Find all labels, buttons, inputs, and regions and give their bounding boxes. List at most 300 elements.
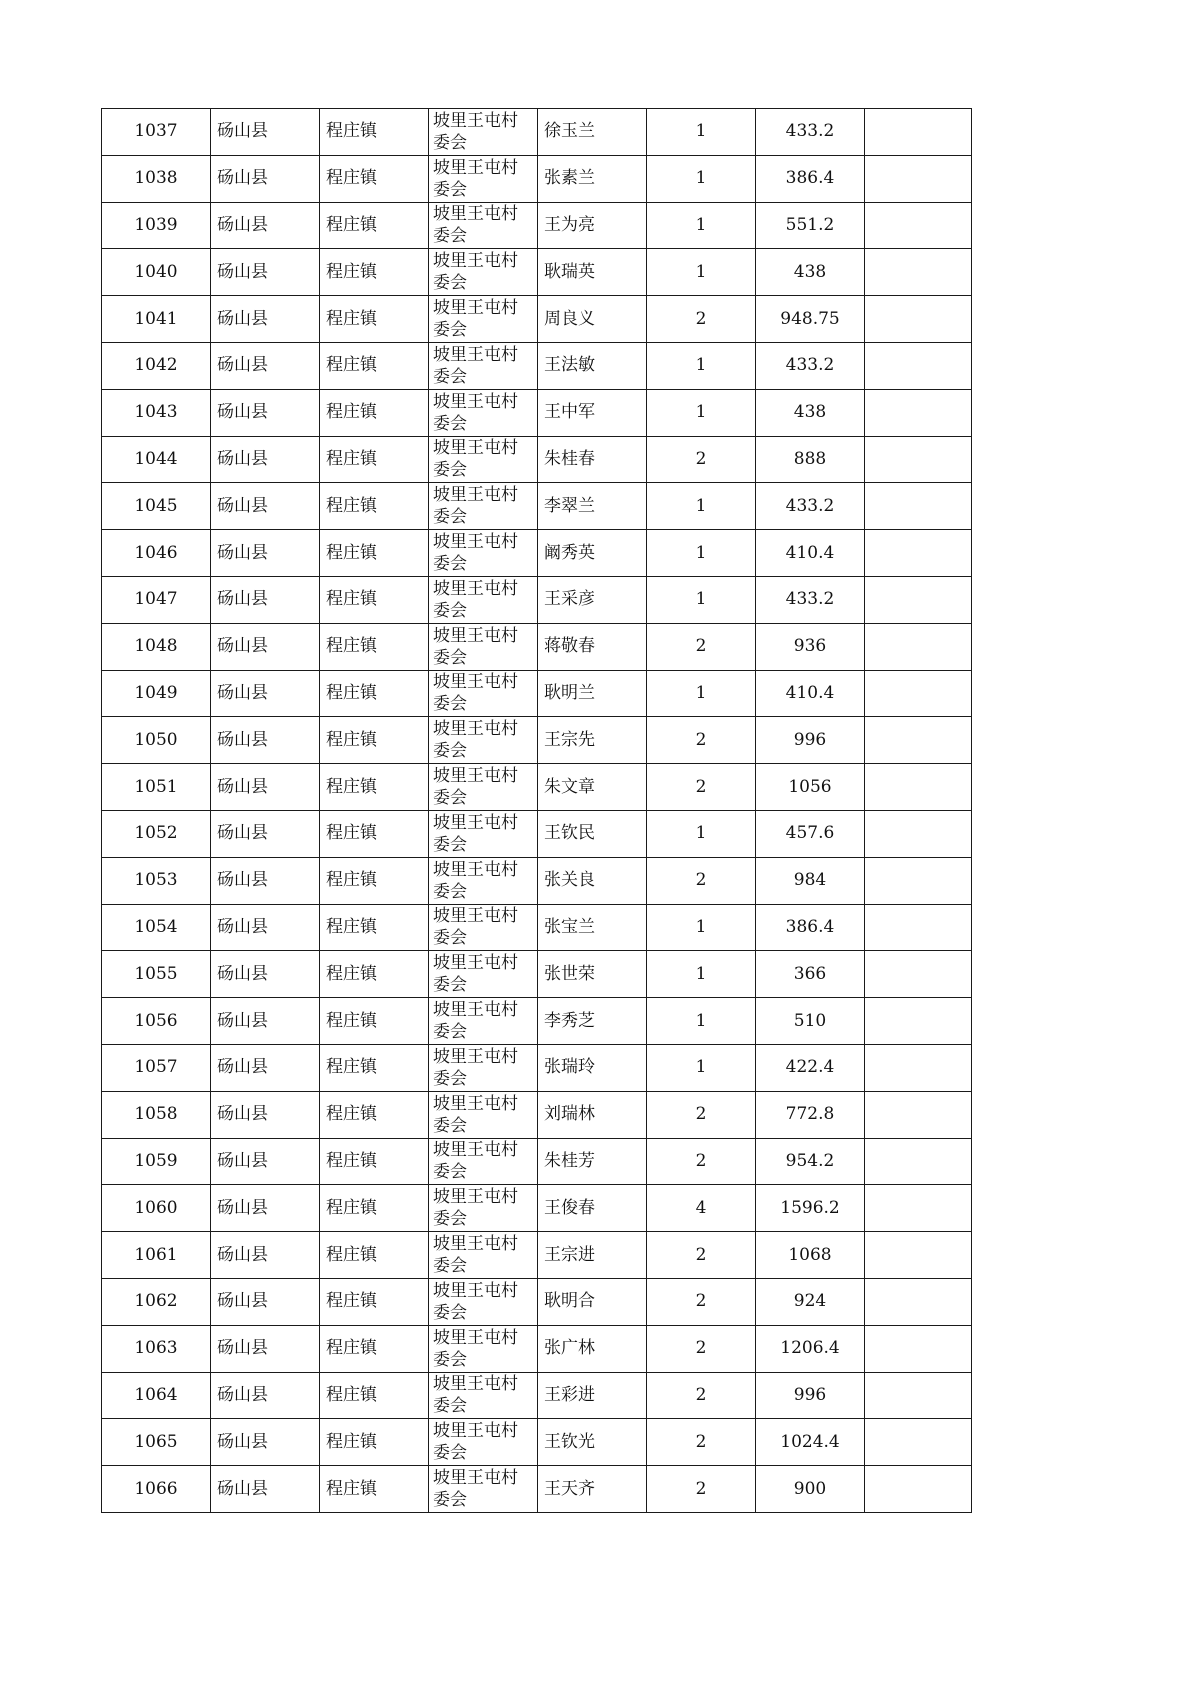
- cell-note: [865, 857, 972, 904]
- cell-village: [429, 998, 538, 1045]
- cell-household-count: 2: [647, 1372, 756, 1419]
- cell-note: [865, 1044, 972, 1091]
- cell-town: 程庄镇: [320, 1466, 429, 1513]
- cell-county: 砀山县: [211, 1185, 320, 1232]
- table-row: [102, 530, 972, 577]
- village-text: 坡里王屯村委会: [433, 532, 518, 575]
- cell-household-count: 1: [647, 810, 756, 857]
- cell-household-count: 2: [647, 436, 756, 483]
- cell-county: 砀山县: [211, 764, 320, 811]
- table-row: [102, 670, 972, 717]
- cell-county: 砀山县: [211, 109, 320, 156]
- village-text: 坡里王屯村委会: [433, 1421, 518, 1464]
- cell-county: 砀山县: [211, 1232, 320, 1279]
- cell-village: [429, 1185, 538, 1232]
- table-row: [102, 904, 972, 951]
- cell-amount: 1596.2: [756, 1185, 865, 1232]
- table-row: [102, 483, 972, 530]
- table-row: [102, 717, 972, 764]
- cell-village: [429, 810, 538, 857]
- cell-amount: 888: [756, 436, 865, 483]
- cell-amount: 433.2: [756, 576, 865, 623]
- cell-amount: 772.8: [756, 1091, 865, 1138]
- cell-household-count: 1: [647, 998, 756, 1045]
- village-text: 坡里王屯村委会: [433, 1093, 518, 1136]
- cell-town: 程庄镇: [320, 764, 429, 811]
- cell-town: 程庄镇: [320, 576, 429, 623]
- cell-town: 程庄镇: [320, 717, 429, 764]
- cell-serial-number: 1049: [102, 670, 211, 717]
- cell-household-count: 1: [647, 576, 756, 623]
- cell-household-count: 2: [647, 1325, 756, 1372]
- cell-county: 砀山县: [211, 951, 320, 998]
- cell-amount: 433.2: [756, 109, 865, 156]
- cell-amount: 1024.4: [756, 1419, 865, 1466]
- cell-county: 砀山县: [211, 249, 320, 296]
- cell-serial-number: 1055: [102, 951, 211, 998]
- cell-county: 砀山县: [211, 1278, 320, 1325]
- cell-household-count: 2: [647, 1419, 756, 1466]
- cell-village: [429, 764, 538, 811]
- cell-note: [865, 1466, 972, 1513]
- cell-county: 砀山县: [211, 1466, 320, 1513]
- cell-county: 砀山县: [211, 1091, 320, 1138]
- cell-town: 程庄镇: [320, 109, 429, 156]
- cell-county: 砀山县: [211, 296, 320, 343]
- cell-serial-number: 1047: [102, 576, 211, 623]
- cell-person-name: 李翠兰: [538, 483, 647, 530]
- cell-village: [429, 1419, 538, 1466]
- cell-household-count: 1: [647, 155, 756, 202]
- table-row: [102, 1278, 972, 1325]
- cell-serial-number: 1053: [102, 857, 211, 904]
- table-row: [102, 951, 972, 998]
- cell-village: [429, 389, 538, 436]
- table-row: [102, 998, 972, 1045]
- cell-serial-number: 1062: [102, 1278, 211, 1325]
- cell-town: 程庄镇: [320, 155, 429, 202]
- cell-household-count: 2: [647, 1278, 756, 1325]
- cell-person-name: 王天齐: [538, 1466, 647, 1513]
- cell-town: 程庄镇: [320, 1325, 429, 1372]
- village-text: 坡里王屯村委会: [433, 625, 518, 668]
- cell-household-count: 2: [647, 717, 756, 764]
- cell-amount: 1206.4: [756, 1325, 865, 1372]
- cell-person-name: 张关良: [538, 857, 647, 904]
- cell-amount: 900: [756, 1466, 865, 1513]
- cell-person-name: 王中军: [538, 389, 647, 436]
- cell-county: 砀山县: [211, 623, 320, 670]
- table-row: [102, 436, 972, 483]
- cell-town: 程庄镇: [320, 1138, 429, 1185]
- cell-town: 程庄镇: [320, 998, 429, 1045]
- cell-note: [865, 436, 972, 483]
- cell-county: 砀山县: [211, 576, 320, 623]
- cell-town: 程庄镇: [320, 249, 429, 296]
- cell-note: [865, 109, 972, 156]
- cell-person-name: 阚秀英: [538, 530, 647, 577]
- cell-county: 砀山县: [211, 530, 320, 577]
- village-text: 坡里王屯村委会: [433, 719, 518, 762]
- cell-village: [429, 1232, 538, 1279]
- cell-village: [429, 717, 538, 764]
- cell-note: [865, 998, 972, 1045]
- cell-serial-number: 1040: [102, 249, 211, 296]
- village-text: 坡里王屯村委会: [433, 1046, 518, 1089]
- cell-town: 程庄镇: [320, 1185, 429, 1232]
- cell-county: 砀山县: [211, 998, 320, 1045]
- cell-serial-number: 1041: [102, 296, 211, 343]
- table-body: [102, 109, 972, 1513]
- table-row: [102, 857, 972, 904]
- cell-serial-number: 1057: [102, 1044, 211, 1091]
- cell-village: [429, 155, 538, 202]
- cell-person-name: 张素兰: [538, 155, 647, 202]
- table-row: [102, 155, 972, 202]
- cell-village: [429, 623, 538, 670]
- cell-town: 程庄镇: [320, 670, 429, 717]
- cell-person-name: 张瑞玲: [538, 1044, 647, 1091]
- cell-note: [865, 389, 972, 436]
- cell-household-count: 2: [647, 1138, 756, 1185]
- village-text: 坡里王屯村委会: [433, 1327, 518, 1370]
- cell-serial-number: 1056: [102, 998, 211, 1045]
- cell-village: [429, 1044, 538, 1091]
- cell-serial-number: 1042: [102, 342, 211, 389]
- cell-town: 程庄镇: [320, 1372, 429, 1419]
- cell-serial-number: 1043: [102, 389, 211, 436]
- table-row: [102, 1419, 972, 1466]
- cell-serial-number: 1038: [102, 155, 211, 202]
- cell-note: [865, 530, 972, 577]
- cell-county: 砀山县: [211, 1325, 320, 1372]
- cell-note: [865, 810, 972, 857]
- cell-person-name: 王钦民: [538, 810, 647, 857]
- village-text: 坡里王屯村委会: [433, 110, 518, 153]
- village-text: 坡里王屯村委会: [433, 157, 518, 200]
- cell-town: 程庄镇: [320, 1232, 429, 1279]
- village-text: 坡里王屯村委会: [433, 672, 518, 715]
- cell-amount: 936: [756, 623, 865, 670]
- cell-person-name: 耿明兰: [538, 670, 647, 717]
- cell-household-count: 2: [647, 1232, 756, 1279]
- cell-village: [429, 483, 538, 530]
- cell-household-count: 1: [647, 670, 756, 717]
- cell-person-name: 周良义: [538, 296, 647, 343]
- cell-serial-number: 1037: [102, 109, 211, 156]
- village-text: 坡里王屯村委会: [433, 1187, 518, 1230]
- cell-county: 砀山县: [211, 436, 320, 483]
- cell-note: [865, 576, 972, 623]
- cell-person-name: 王法敏: [538, 342, 647, 389]
- cell-note: [865, 717, 972, 764]
- table-row: [102, 1185, 972, 1232]
- cell-village: [429, 951, 538, 998]
- cell-serial-number: 1039: [102, 202, 211, 249]
- cell-person-name: 张宝兰: [538, 904, 647, 951]
- cell-village: [429, 857, 538, 904]
- cell-amount: 984: [756, 857, 865, 904]
- cell-serial-number: 1064: [102, 1372, 211, 1419]
- table-row: [102, 296, 972, 343]
- table-row: [102, 1372, 972, 1419]
- village-text: 坡里王屯村委会: [433, 1280, 518, 1323]
- cell-household-count: 2: [647, 857, 756, 904]
- cell-note: [865, 764, 972, 811]
- cell-town: 程庄镇: [320, 904, 429, 951]
- cell-person-name: 耿明合: [538, 1278, 647, 1325]
- cell-amount: 1056: [756, 764, 865, 811]
- cell-serial-number: 1048: [102, 623, 211, 670]
- cell-county: 砀山县: [211, 342, 320, 389]
- village-text: 坡里王屯村委会: [433, 391, 518, 434]
- cell-note: [865, 623, 972, 670]
- cell-county: 砀山县: [211, 1372, 320, 1419]
- cell-amount: 1068: [756, 1232, 865, 1279]
- cell-person-name: 徐玉兰: [538, 109, 647, 156]
- cell-town: 程庄镇: [320, 389, 429, 436]
- cell-person-name: 张广林: [538, 1325, 647, 1372]
- village-text: 坡里王屯村委会: [433, 344, 518, 387]
- table-row: [102, 342, 972, 389]
- cell-household-count: 1: [647, 1044, 756, 1091]
- cell-village: [429, 342, 538, 389]
- cell-serial-number: 1061: [102, 1232, 211, 1279]
- cell-amount: 924: [756, 1278, 865, 1325]
- cell-note: [865, 904, 972, 951]
- cell-household-count: 1: [647, 342, 756, 389]
- cell-household-count: 1: [647, 530, 756, 577]
- cell-person-name: 王宗进: [538, 1232, 647, 1279]
- cell-household-count: 1: [647, 202, 756, 249]
- cell-note: [865, 1278, 972, 1325]
- village-text: 坡里王屯村委会: [433, 204, 518, 247]
- cell-village: [429, 1466, 538, 1513]
- cell-serial-number: 1063: [102, 1325, 211, 1372]
- cell-amount: 433.2: [756, 342, 865, 389]
- cell-note: [865, 483, 972, 530]
- cell-town: 程庄镇: [320, 623, 429, 670]
- table-row: [102, 109, 972, 156]
- cell-village: [429, 436, 538, 483]
- village-text: 坡里王屯村委会: [433, 438, 518, 481]
- cell-household-count: 2: [647, 1466, 756, 1513]
- cell-serial-number: 1044: [102, 436, 211, 483]
- cell-amount: 996: [756, 1372, 865, 1419]
- cell-household-count: 1: [647, 249, 756, 296]
- table-row: [102, 623, 972, 670]
- cell-serial-number: 1046: [102, 530, 211, 577]
- cell-county: 砀山县: [211, 1419, 320, 1466]
- table-row: [102, 249, 972, 296]
- cell-village: [429, 1325, 538, 1372]
- village-text: 坡里王屯村委会: [433, 859, 518, 902]
- cell-household-count: 1: [647, 109, 756, 156]
- village-text: 坡里王屯村委会: [433, 953, 518, 996]
- cell-note: [865, 1138, 972, 1185]
- village-text: 坡里王屯村委会: [433, 812, 518, 855]
- cell-village: [429, 670, 538, 717]
- cell-county: 砀山县: [211, 483, 320, 530]
- cell-amount: 386.4: [756, 904, 865, 951]
- cell-person-name: 张世荣: [538, 951, 647, 998]
- cell-county: 砀山县: [211, 810, 320, 857]
- cell-amount: 551.2: [756, 202, 865, 249]
- village-text: 坡里王屯村委会: [433, 298, 518, 341]
- cell-person-name: 王宗先: [538, 717, 647, 764]
- table-row: [102, 1466, 972, 1513]
- cell-town: 程庄镇: [320, 1091, 429, 1138]
- cell-serial-number: 1050: [102, 717, 211, 764]
- cell-village: [429, 296, 538, 343]
- cell-village: [429, 1278, 538, 1325]
- cell-county: 砀山县: [211, 202, 320, 249]
- table-row: [102, 1325, 972, 1372]
- cell-household-count: 1: [647, 951, 756, 998]
- cell-amount: 954.2: [756, 1138, 865, 1185]
- cell-household-count: 1: [647, 389, 756, 436]
- cell-note: [865, 1325, 972, 1372]
- village-text: 坡里王屯村委会: [433, 485, 518, 528]
- cell-note: [865, 670, 972, 717]
- table-row: [102, 202, 972, 249]
- cell-amount: 433.2: [756, 483, 865, 530]
- cell-person-name: 朱桂春: [538, 436, 647, 483]
- cell-note: [865, 1419, 972, 1466]
- cell-person-name: 刘瑞林: [538, 1091, 647, 1138]
- cell-town: 程庄镇: [320, 810, 429, 857]
- cell-person-name: 李秀芝: [538, 998, 647, 1045]
- data-table: [101, 108, 972, 1513]
- cell-serial-number: 1066: [102, 1466, 211, 1513]
- cell-town: 程庄镇: [320, 1419, 429, 1466]
- table-row: [102, 1091, 972, 1138]
- cell-town: 程庄镇: [320, 436, 429, 483]
- cell-person-name: 朱桂芳: [538, 1138, 647, 1185]
- table-row: [102, 1044, 972, 1091]
- cell-person-name: 朱文章: [538, 764, 647, 811]
- cell-amount: 366: [756, 951, 865, 998]
- cell-person-name: 王为亮: [538, 202, 647, 249]
- cell-person-name: 蒋敬春: [538, 623, 647, 670]
- table-row: [102, 1232, 972, 1279]
- cell-village: [429, 109, 538, 156]
- cell-serial-number: 1054: [102, 904, 211, 951]
- cell-county: 砀山县: [211, 857, 320, 904]
- cell-village: [429, 576, 538, 623]
- village-text: 坡里王屯村委会: [433, 1468, 518, 1510]
- cell-county: 砀山县: [211, 1138, 320, 1185]
- cell-town: 程庄镇: [320, 530, 429, 577]
- cell-serial-number: 1052: [102, 810, 211, 857]
- cell-village: [429, 530, 538, 577]
- table-row: [102, 1138, 972, 1185]
- cell-household-count: 1: [647, 483, 756, 530]
- cell-amount: 948.75: [756, 296, 865, 343]
- village-text: 坡里王屯村委会: [433, 1000, 518, 1043]
- table-row: [102, 810, 972, 857]
- cell-note: [865, 342, 972, 389]
- cell-household-count: 2: [647, 1091, 756, 1138]
- cell-household-count: 4: [647, 1185, 756, 1232]
- cell-household-count: 1: [647, 904, 756, 951]
- cell-village: [429, 202, 538, 249]
- cell-amount: 410.4: [756, 530, 865, 577]
- cell-note: [865, 1372, 972, 1419]
- cell-amount: 438: [756, 389, 865, 436]
- cell-note: [865, 296, 972, 343]
- cell-county: 砀山县: [211, 1044, 320, 1091]
- cell-serial-number: 1059: [102, 1138, 211, 1185]
- cell-town: 程庄镇: [320, 857, 429, 904]
- village-text: 坡里王屯村委会: [433, 906, 518, 949]
- cell-note: [865, 202, 972, 249]
- cell-village: [429, 1372, 538, 1419]
- cell-note: [865, 249, 972, 296]
- cell-serial-number: 1051: [102, 764, 211, 811]
- cell-town: 程庄镇: [320, 296, 429, 343]
- cell-village: [429, 249, 538, 296]
- cell-amount: 410.4: [756, 670, 865, 717]
- cell-household-count: 2: [647, 623, 756, 670]
- cell-village: [429, 1091, 538, 1138]
- village-text: 坡里王屯村委会: [433, 1374, 518, 1417]
- cell-village: [429, 904, 538, 951]
- village-text: 坡里王屯村委会: [433, 251, 518, 294]
- cell-note: [865, 1091, 972, 1138]
- village-text: 坡里王屯村委会: [433, 1140, 518, 1183]
- cell-person-name: 王采彦: [538, 576, 647, 623]
- cell-note: [865, 951, 972, 998]
- cell-county: 砀山县: [211, 389, 320, 436]
- cell-amount: 422.4: [756, 1044, 865, 1091]
- cell-town: 程庄镇: [320, 1044, 429, 1091]
- cell-household-count: 2: [647, 764, 756, 811]
- cell-person-name: 王俊春: [538, 1185, 647, 1232]
- cell-serial-number: 1045: [102, 483, 211, 530]
- cell-amount: 438: [756, 249, 865, 296]
- cell-amount: 510: [756, 998, 865, 1045]
- cell-note: [865, 1232, 972, 1279]
- cell-household-count: 2: [647, 296, 756, 343]
- cell-serial-number: 1060: [102, 1185, 211, 1232]
- cell-county: 砀山县: [211, 670, 320, 717]
- cell-serial-number: 1058: [102, 1091, 211, 1138]
- table-row: [102, 576, 972, 623]
- cell-note: [865, 155, 972, 202]
- cell-town: 程庄镇: [320, 951, 429, 998]
- cell-county: 砀山县: [211, 904, 320, 951]
- table-row: [102, 389, 972, 436]
- cell-person-name: 耿瑞英: [538, 249, 647, 296]
- cell-note: [865, 1185, 972, 1232]
- cell-person-name: 王彩进: [538, 1372, 647, 1419]
- cell-village: [429, 1138, 538, 1185]
- table-row: [102, 764, 972, 811]
- cell-amount: 996: [756, 717, 865, 764]
- cell-town: 程庄镇: [320, 1278, 429, 1325]
- cell-county: 砀山县: [211, 155, 320, 202]
- cell-town: 程庄镇: [320, 342, 429, 389]
- village-text: 坡里王屯村委会: [433, 578, 518, 621]
- cell-town: 程庄镇: [320, 483, 429, 530]
- cell-serial-number: 1065: [102, 1419, 211, 1466]
- village-text: 坡里王屯村委会: [433, 766, 518, 809]
- cell-county: 砀山县: [211, 717, 320, 764]
- cell-amount: 386.4: [756, 155, 865, 202]
- cell-town: 程庄镇: [320, 202, 429, 249]
- cell-amount: 457.6: [756, 810, 865, 857]
